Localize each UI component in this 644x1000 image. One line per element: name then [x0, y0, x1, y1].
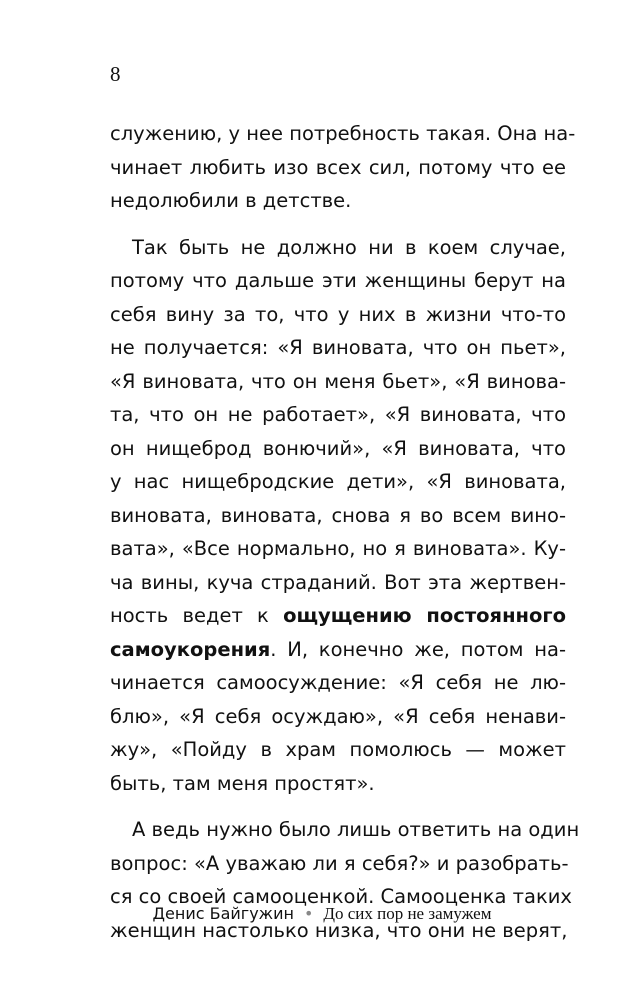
running-footer: [0, 904, 644, 924]
text-line: [110, 599, 566, 633]
paragraph: [110, 813, 580, 947]
text-line: виновата, виновата, снова я во всем вино-: [110, 503, 566, 527]
text-line: не получается: «Я виновата, что он пьет»,: [110, 336, 566, 359]
body-text: [110, 117, 580, 947]
page-number: 8: [110, 62, 121, 86]
text-line: Так быть не должно ни в коем случае,: [132, 235, 566, 259]
paragraph: [110, 231, 566, 801]
text-line: у нас нищебродские дети», «Я виновата,: [110, 470, 566, 493]
text-run: . И, конечно же, потом на-: [270, 637, 566, 661]
text-line: ча вины, куча страданий. Вот эта жертвен-: [110, 570, 566, 594]
text-line: ся со своей самооценкой. Самооценка таких: [110, 885, 572, 908]
text-line: [110, 633, 566, 667]
text-line: женщин настолько низка, что они не верят,: [110, 918, 568, 942]
footer-author: Денис Байгужин: [152, 904, 294, 923]
footer-separator: •: [303, 904, 314, 923]
text-line: вопрос: «А уважаю ли я себя?» и разобрать-: [110, 851, 569, 875]
text-line: вата», «Все нормально, но я виновата». Ку-: [110, 537, 566, 560]
text-line: быть, там меня простят».: [110, 771, 375, 795]
text-run: ность ведет к: [110, 604, 284, 627]
bold-phrase: самоукорения: [110, 637, 271, 661]
text-line: «Я виновата, что он меня бьет», «Я винова-: [110, 369, 566, 393]
paragraph: [110, 117, 576, 218]
footer-book-title: До сих пор не замужем: [323, 904, 492, 923]
text-line: чинает любить изо всех сил, потому что ее: [110, 155, 566, 179]
text-line: потому что дальше эти женщины берут на: [110, 269, 566, 292]
text-line: служению, у нее потребность такая. Она на-: [110, 122, 576, 145]
bold-phrase: ощущению постоянного: [283, 604, 566, 627]
text-line: жу», «Пойду в храм помолюсь — может: [110, 738, 566, 761]
text-line: А ведь нужно было лишь ответить на один: [132, 818, 580, 841]
text-line: недолюбили в детстве.: [110, 189, 352, 212]
text-line: он нищеброд вонючий», «Я виновата, что: [110, 436, 566, 460]
text-line: себя вину за то, что у них в жизни что-то: [110, 302, 566, 326]
text-line: чинается самоосуждение: «Я себя не лю-: [110, 671, 566, 694]
text-line: блю», «Я себя осуждаю», «Я себя ненави-: [110, 704, 566, 728]
text-line: та, что он не работает», «Я виновата, что: [110, 403, 566, 426]
